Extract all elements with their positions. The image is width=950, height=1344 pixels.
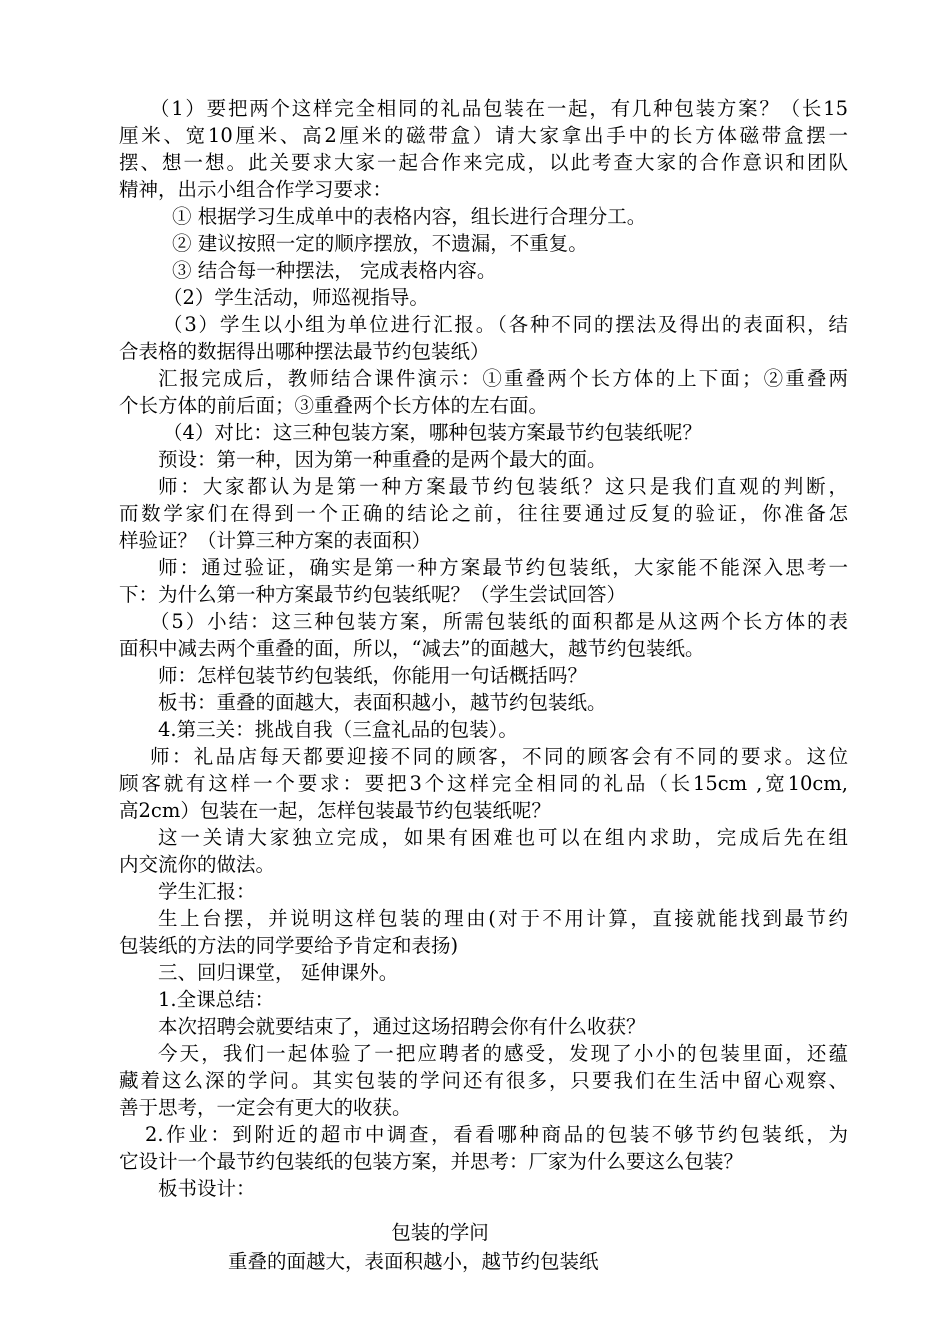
- list-item: ① 根据学习生成单中的表格内容，组长进行合理分工。: [172, 205, 647, 228]
- text-line: 而数学家们在得到一个正确的结论之前，往往要通过反复的验证，你准备怎: [119, 502, 848, 525]
- board-title: 包装的学问: [391, 1221, 489, 1244]
- text-line: 善于思考，一定会有更大的收获。: [119, 1096, 412, 1119]
- text-line: 学生汇报：: [158, 880, 256, 903]
- text-line: 它设计一个最节约包装纸的包装方案，并思考：厂家为什么要这么包装？: [119, 1150, 744, 1173]
- text-line: 师：礼品店每天都要迎接不同的顾客，不同的顾客会有不同的要求。这位: [150, 745, 848, 768]
- text-line: （4）对比：这三种包装方案，哪种包装方案最节约包装纸呢？: [163, 421, 702, 444]
- text-line: 本次招聘会就要结束了，通过这场招聘会你有什么收获？: [158, 1015, 646, 1038]
- section-heading: 三、回归课堂， 延伸课外。: [158, 961, 399, 984]
- text-line: 今天，我们一起体验了一把应聘者的感受，发现了小小的包装里面，还蕴: [158, 1042, 848, 1065]
- text-line: 合表格的数据得出哪种摆法最节约包装纸）: [119, 340, 490, 363]
- text-line: 高2cm）包装在一起，怎样包装最节约包装纸呢？: [119, 799, 551, 822]
- text-line: （2）学生活动，师巡视指导。: [163, 286, 429, 309]
- text-line: 藏着这么深的学问。其实包装的学问还有很多，只要我们在生活中留心观察、: [119, 1069, 848, 1092]
- text-line: 预设：第一种，因为第一种重叠的是两个最大的面。: [158, 448, 607, 471]
- board-summary: 重叠的面越大，表面积越小，越节约包装纸: [228, 1250, 599, 1273]
- text-line: 精神，出示小组合作学习要求：: [119, 178, 393, 201]
- text-line: 师：怎样包装节约包装纸，你能用一句话概括吗？: [158, 664, 588, 687]
- text-line: 2.作业：到附近的超市中调查，看看哪种商品的包装不够节约包装纸，为: [145, 1123, 848, 1146]
- section-heading: 4.第三关：挑战自我（三盒礼品的包装）。: [158, 718, 518, 741]
- list-item: ③ 结合每一种摆法， 完成表格内容。: [172, 259, 497, 282]
- text-line: 内交流你的做法。: [119, 853, 276, 876]
- text-line: 板书：重叠的面越大，表面积越小，越节约包装纸。: [158, 691, 607, 714]
- text-line: （1）要把两个这样完全相同的礼品包装在一起，有几种包装方案？（长15: [150, 97, 848, 120]
- text-line: 板书设计：: [158, 1177, 256, 1200]
- text-line: 个长方体的前后面；③重叠两个长方体的左右面。: [119, 394, 549, 417]
- text-line: （3）学生以小组为单位进行汇报。（各种不同的摆法及得出的表面积，结: [163, 313, 848, 336]
- text-line: 样验证？（计算三种方案的表面积）: [119, 529, 432, 552]
- text-line: 面积中减去两个重叠的面，所以，“减去”的面越大，越节约包装纸。: [119, 637, 705, 660]
- text-line: 汇报完成后，教师结合课件演示：①重叠两个长方体的上下面；②重叠两: [158, 367, 848, 390]
- list-item: ② 建议按照一定的顺序摆放，不遗漏，不重复。: [172, 232, 588, 255]
- text-line: 厘米、宽10厘米、高2厘米的磁带盒）请大家拿出手中的长方体磁带盒摆一: [119, 124, 848, 147]
- text-line: （5）小结：这三种包装方案，所需包装纸的面积都是从这两个长方体的表: [150, 610, 848, 633]
- text-line: 这一关请大家独立完成，如果有困难也可以在组内求助，完成后先在组: [158, 826, 848, 849]
- text-line: 师：大家都认为是第一种方案最节约包装纸？这只是我们直观的判断，: [158, 475, 848, 498]
- text-line: 顾客就有这样一个要求：要把3个这样完全相同的礼品（长15cm ,宽10cm,: [119, 772, 848, 795]
- section-heading: 1.全课总结：: [158, 988, 275, 1011]
- text-line: 生上台摆，并说明这样包装的理由(对于不用计算，直接就能找到最节约: [158, 907, 848, 930]
- text-line: 下：为什么第一种方案最节约包装纸呢？（学生尝试回答）: [119, 583, 627, 606]
- text-line: 师：通过验证，确实是第一种方案最节约包装纸，大家能不能深入思考一: [158, 556, 848, 579]
- text-line: 包装纸的方法的同学要给予肯定和表扬): [119, 934, 459, 957]
- text-line: 摆、想一想。此关要求大家一起合作来完成，以此考查大家的合作意识和团队: [119, 151, 848, 174]
